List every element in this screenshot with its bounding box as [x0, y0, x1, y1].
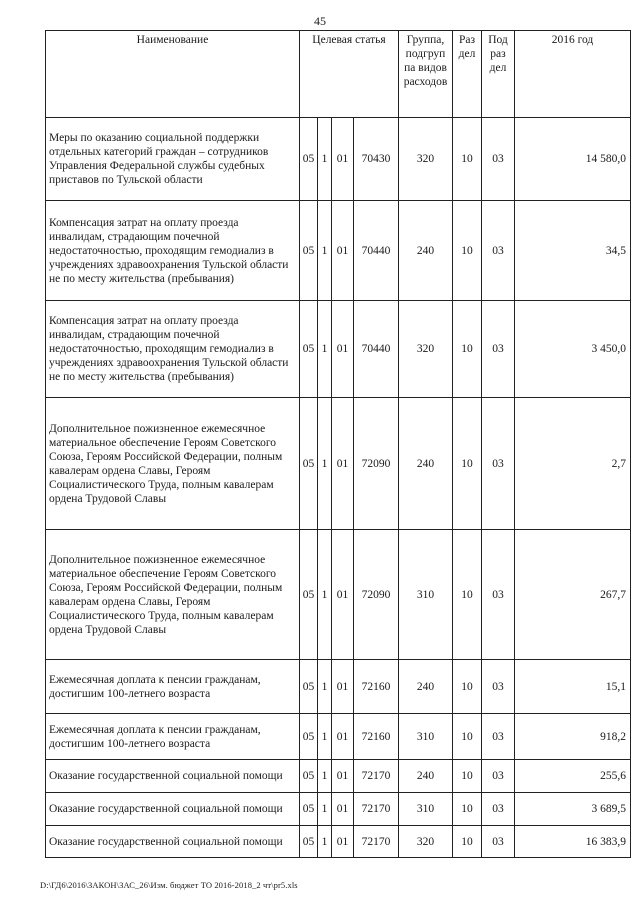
row-name: Дополнительное пожизненное ежемесячное материальное обеспечение Героям Советского Союза, Героям Российской Федерации, полным кавалерам ордена Славы, Героям Социалистического Труда, полным кавалерам ордена Трудовой Славы	[46, 398, 300, 530]
table-row	[46, 660, 631, 714]
header-section: Раз дел	[453, 31, 482, 118]
target-code-part: 01	[332, 714, 354, 760]
header-target: Целевая статья	[300, 31, 399, 118]
target-code-part: 70440	[354, 201, 399, 301]
amount-2016: 14 580,0	[515, 118, 631, 201]
target-code-part: 05	[300, 826, 318, 858]
subsection: 03	[482, 793, 515, 826]
section: 10	[453, 301, 482, 398]
target-code-part: 05	[300, 118, 318, 201]
target-code-part: 01	[332, 826, 354, 858]
amount-2016: 2,7	[515, 398, 631, 530]
table-row	[46, 793, 631, 826]
target-code-part: 72160	[354, 714, 399, 760]
target-code-part: 70440	[354, 301, 399, 398]
subsection: 03	[482, 760, 515, 793]
target-code-part: 72170	[354, 793, 399, 826]
row-name: Дополнительное пожизненное ежемесячное материальное обеспечение Героям Советского Союза, Героям Российской Федерации, полным кавалерам ордена Славы, Героям Социалистического Труда, полным кавалерам ордена Трудовой Славы	[46, 530, 300, 660]
table-row	[46, 760, 631, 793]
target-code-part: 05	[300, 201, 318, 301]
amount-2016: 267,7	[515, 530, 631, 660]
section: 10	[453, 530, 482, 660]
file-path-footer: D:\ГД6\2016\ЗАКОН\ЗАС_26\Изм. бюджет ТО 2016-2018_2 чт\pr5.xls	[40, 880, 298, 890]
subsection: 03	[482, 530, 515, 660]
expense-group: 240	[399, 398, 453, 530]
table-row	[46, 118, 631, 201]
target-code-part: 1	[318, 760, 332, 793]
target-code-part: 05	[300, 301, 318, 398]
target-code-part: 1	[318, 826, 332, 858]
subsection: 03	[482, 118, 515, 201]
row-name: Компенсация затрат на оплату проезда инвалидам, страдающим почечной недостаточностью, проходящим гемодиализ в учреждениях здравоохранения Тульской области не по месту жительства (пребывания)	[46, 301, 300, 398]
target-code-part: 1	[318, 660, 332, 714]
table-row	[46, 398, 631, 530]
target-code-part: 01	[332, 201, 354, 301]
amount-2016: 255,6	[515, 760, 631, 793]
section: 10	[453, 118, 482, 201]
target-code-part: 01	[332, 660, 354, 714]
expense-group: 240	[399, 760, 453, 793]
row-name: Ежемесячная доплата к пенсии гражданам, достигшим 100-летнего возраста	[46, 714, 300, 760]
header-year: 2016 год	[515, 31, 631, 118]
row-name: Оказание государственной социальной помощи	[46, 826, 300, 858]
table-row	[46, 301, 631, 398]
expense-group: 320	[399, 301, 453, 398]
section: 10	[453, 826, 482, 858]
target-code-part: 72170	[354, 760, 399, 793]
amount-2016: 15,1	[515, 660, 631, 714]
row-name: Оказание государственной социальной помощи	[46, 760, 300, 793]
target-code-part: 01	[332, 118, 354, 201]
target-code-part: 70430	[354, 118, 399, 201]
target-code-part: 01	[332, 760, 354, 793]
budget-table	[45, 30, 631, 858]
row-name: Оказание государственной социальной помощи	[46, 793, 300, 826]
expense-group: 320	[399, 118, 453, 201]
section: 10	[453, 714, 482, 760]
target-code-part: 01	[332, 398, 354, 530]
expense-group: 240	[399, 201, 453, 301]
target-code-part: 1	[318, 201, 332, 301]
target-code-part: 05	[300, 760, 318, 793]
expense-group: 310	[399, 530, 453, 660]
section: 10	[453, 201, 482, 301]
table-row	[46, 826, 631, 858]
target-code-part: 72090	[354, 530, 399, 660]
expense-group: 320	[399, 826, 453, 858]
target-code-part: 01	[332, 793, 354, 826]
header-row	[46, 31, 631, 118]
subsection: 03	[482, 398, 515, 530]
header-name: Наименование	[46, 31, 300, 118]
subsection: 03	[482, 660, 515, 714]
expense-group: 310	[399, 793, 453, 826]
section: 10	[453, 760, 482, 793]
table-row	[46, 714, 631, 760]
subsection: 03	[482, 301, 515, 398]
target-code-part: 01	[332, 530, 354, 660]
target-code-part: 1	[318, 301, 332, 398]
target-code-part: 72090	[354, 398, 399, 530]
target-code-part: 72160	[354, 660, 399, 714]
target-code-part: 05	[300, 530, 318, 660]
page-number: 45	[314, 14, 326, 28]
row-name: Компенсация затрат на оплату проезда инвалидам, страдающим почечной недостаточностью, проходящим гемодиализ в учреждениях здравоохранения Тульской области не по месту жительства (пребывания)	[46, 201, 300, 301]
table-row	[46, 530, 631, 660]
target-code-part: 1	[318, 118, 332, 201]
target-code-part: 1	[318, 714, 332, 760]
expense-group: 310	[399, 714, 453, 760]
target-code-part: 1	[318, 530, 332, 660]
header-subsection: Под раз дел	[482, 31, 515, 118]
row-name: Меры по оказанию социальной поддержки отдельных категорий граждан – сотрудников Управления Федеральной службы судебных приставов по Тульской области	[46, 118, 300, 201]
amount-2016: 3 689,5	[515, 793, 631, 826]
section: 10	[453, 793, 482, 826]
subsection: 03	[482, 714, 515, 760]
target-code-part: 05	[300, 660, 318, 714]
subsection: 03	[482, 826, 515, 858]
subsection: 03	[482, 201, 515, 301]
amount-2016: 918,2	[515, 714, 631, 760]
amount-2016: 34,5	[515, 201, 631, 301]
row-name: Ежемесячная доплата к пенсии гражданам, достигшим 100-летнего возраста	[46, 660, 300, 714]
amount-2016: 3 450,0	[515, 301, 631, 398]
table-row	[46, 201, 631, 301]
amount-2016: 16 383,9	[515, 826, 631, 858]
target-code-part: 1	[318, 398, 332, 530]
section: 10	[453, 398, 482, 530]
target-code-part: 05	[300, 398, 318, 530]
target-code-part: 1	[318, 793, 332, 826]
target-code-part: 72170	[354, 826, 399, 858]
target-code-part: 05	[300, 793, 318, 826]
target-code-part: 05	[300, 714, 318, 760]
header-group: Группа, подгруп па видов расходов	[399, 31, 453, 118]
target-code-part: 01	[332, 301, 354, 398]
section: 10	[453, 660, 482, 714]
expense-group: 240	[399, 660, 453, 714]
